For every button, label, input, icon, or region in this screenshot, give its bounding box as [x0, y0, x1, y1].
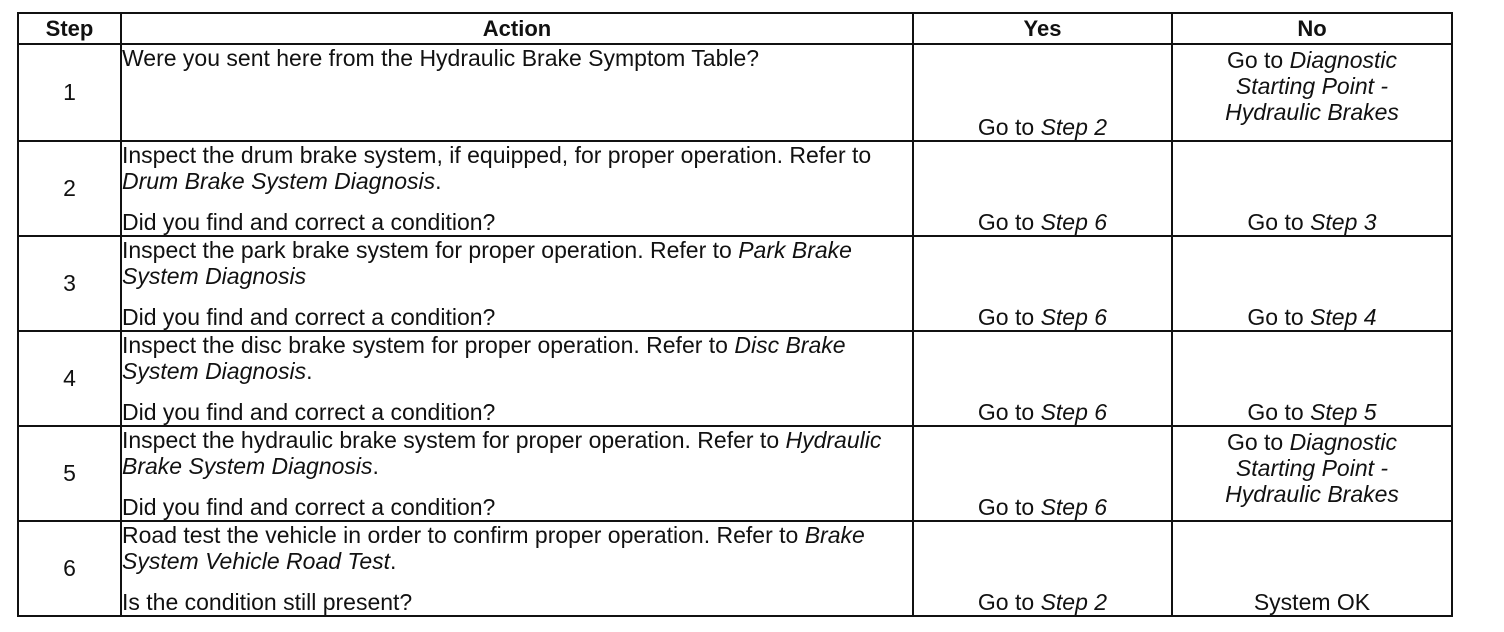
action-question: Is the condition still present? — [122, 589, 413, 615]
yes-step-link[interactable]: Step 6 — [1040, 209, 1108, 235]
yes-cell — [913, 236, 1172, 331]
no-prefix: Go to — [1247, 399, 1304, 425]
no-link-diagnostic[interactable]: Diagnostic — [1289, 47, 1398, 73]
yes-prefix: Go to — [977, 304, 1035, 330]
no-prefix: Go to — [1247, 209, 1304, 235]
yes-step-link[interactable]: Step 2 — [1040, 114, 1108, 140]
action-question: Did you find and correct a condition? — [122, 304, 496, 330]
action-instruction — [122, 522, 912, 574]
no-step-link[interactable]: Step 3 — [1310, 209, 1377, 235]
reference-link[interactable]: Disc Brake System Diagnosis — [122, 332, 846, 384]
yes-step-link[interactable]: Step 6 — [1040, 304, 1108, 330]
yes-prefix: Go to — [977, 114, 1035, 140]
action-cell — [121, 236, 913, 331]
step-number: 2 — [18, 141, 121, 236]
no-step-link[interactable]: Step 5 — [1310, 399, 1377, 425]
action-text: Were you sent here from the Hydraulic Brake Symptom Table? — [122, 45, 760, 71]
action-text: Inspect the hydraulic brake system for proper operation. Refer to — [122, 427, 780, 453]
table-row — [18, 44, 1452, 141]
diagnostic-table — [17, 12, 1453, 617]
no-cell — [1172, 331, 1452, 426]
no-prefix: Go to — [1247, 304, 1304, 330]
no-step-link[interactable]: Step 4 — [1310, 304, 1377, 330]
step-number: 1 — [18, 44, 121, 141]
yes-step-link[interactable]: Step 2 — [1040, 589, 1108, 615]
yes-prefix: Go to — [977, 589, 1035, 615]
table-row — [18, 236, 1452, 331]
step-number: 5 — [18, 426, 121, 521]
action-text: Inspect the disc brake system for proper operation. Refer to — [122, 332, 728, 358]
no-prefix: Go to — [1226, 47, 1284, 73]
reference-suffix: . — [372, 453, 379, 479]
action-question: Did you find and correct a condition? — [122, 209, 496, 235]
header-step: Step — [18, 13, 121, 44]
action-instruction — [122, 142, 912, 194]
header-action: Action — [121, 13, 913, 44]
action-text: Inspect the park brake system for proper operation. Refer to — [122, 237, 732, 263]
table-row — [18, 331, 1452, 426]
no-link-starting-point[interactable]: Starting Point - — [1235, 455, 1389, 481]
step-number: 4 — [18, 331, 121, 426]
no-result: System OK — [1253, 589, 1371, 615]
no-prefix: Go to — [1226, 429, 1284, 455]
no-link-hydraulic-brakes[interactable]: Hydraulic Brakes — [1225, 481, 1399, 507]
yes-cell — [913, 521, 1172, 616]
table-row — [18, 426, 1452, 521]
action-cell — [121, 521, 913, 616]
step-number: 6 — [18, 521, 121, 616]
reference-link[interactable]: Hydraulic Brake System Diagnosis — [122, 427, 882, 479]
yes-prefix: Go to — [977, 209, 1035, 235]
yes-prefix: Go to — [977, 494, 1035, 520]
no-cell — [1172, 521, 1452, 616]
header-no: No — [1172, 13, 1452, 44]
table-row — [18, 521, 1452, 616]
action-instruction — [122, 332, 912, 384]
reference-suffix: . — [435, 168, 442, 194]
action-instruction — [122, 427, 912, 479]
action-question: Did you find and correct a condition? — [122, 494, 496, 520]
no-cell — [1172, 141, 1452, 236]
header-row — [18, 13, 1452, 44]
no-cell — [1172, 426, 1452, 521]
action-cell — [121, 141, 913, 236]
reference-link[interactable]: Park Brake System Diagnosis — [122, 237, 852, 289]
table-row — [18, 141, 1452, 236]
no-cell — [1172, 44, 1452, 141]
no-link-diagnostic[interactable]: Diagnostic — [1289, 429, 1398, 455]
action-question: Did you find and correct a condition? — [122, 399, 496, 425]
yes-cell — [913, 141, 1172, 236]
action-text: Road test the vehicle in order to confirm proper operation. Refer to — [122, 522, 799, 548]
yes-step-link[interactable]: Step 6 — [1040, 494, 1108, 520]
reference-suffix: . — [306, 358, 313, 384]
action-text: Inspect the drum brake system, if equipped, for proper operation. Refer to — [122, 142, 872, 168]
step-number: 3 — [18, 236, 121, 331]
yes-prefix: Go to — [977, 399, 1035, 425]
yes-cell — [913, 44, 1172, 141]
action-cell — [121, 44, 913, 141]
yes-step-link[interactable]: Step 6 — [1040, 399, 1108, 425]
action-instruction — [122, 237, 912, 289]
yes-cell — [913, 331, 1172, 426]
yes-cell — [913, 426, 1172, 521]
reference-suffix: . — [390, 548, 397, 574]
no-link-starting-point[interactable]: Starting Point - — [1235, 73, 1389, 99]
no-link-hydraulic-brakes[interactable]: Hydraulic Brakes — [1225, 99, 1399, 125]
no-cell — [1172, 236, 1452, 331]
header-yes: Yes — [913, 13, 1172, 44]
reference-link[interactable]: Brake System Vehicle Road Test — [122, 522, 865, 574]
reference-link[interactable]: Drum Brake System Diagnosis — [122, 168, 436, 194]
action-cell — [121, 331, 913, 426]
action-cell — [121, 426, 913, 521]
